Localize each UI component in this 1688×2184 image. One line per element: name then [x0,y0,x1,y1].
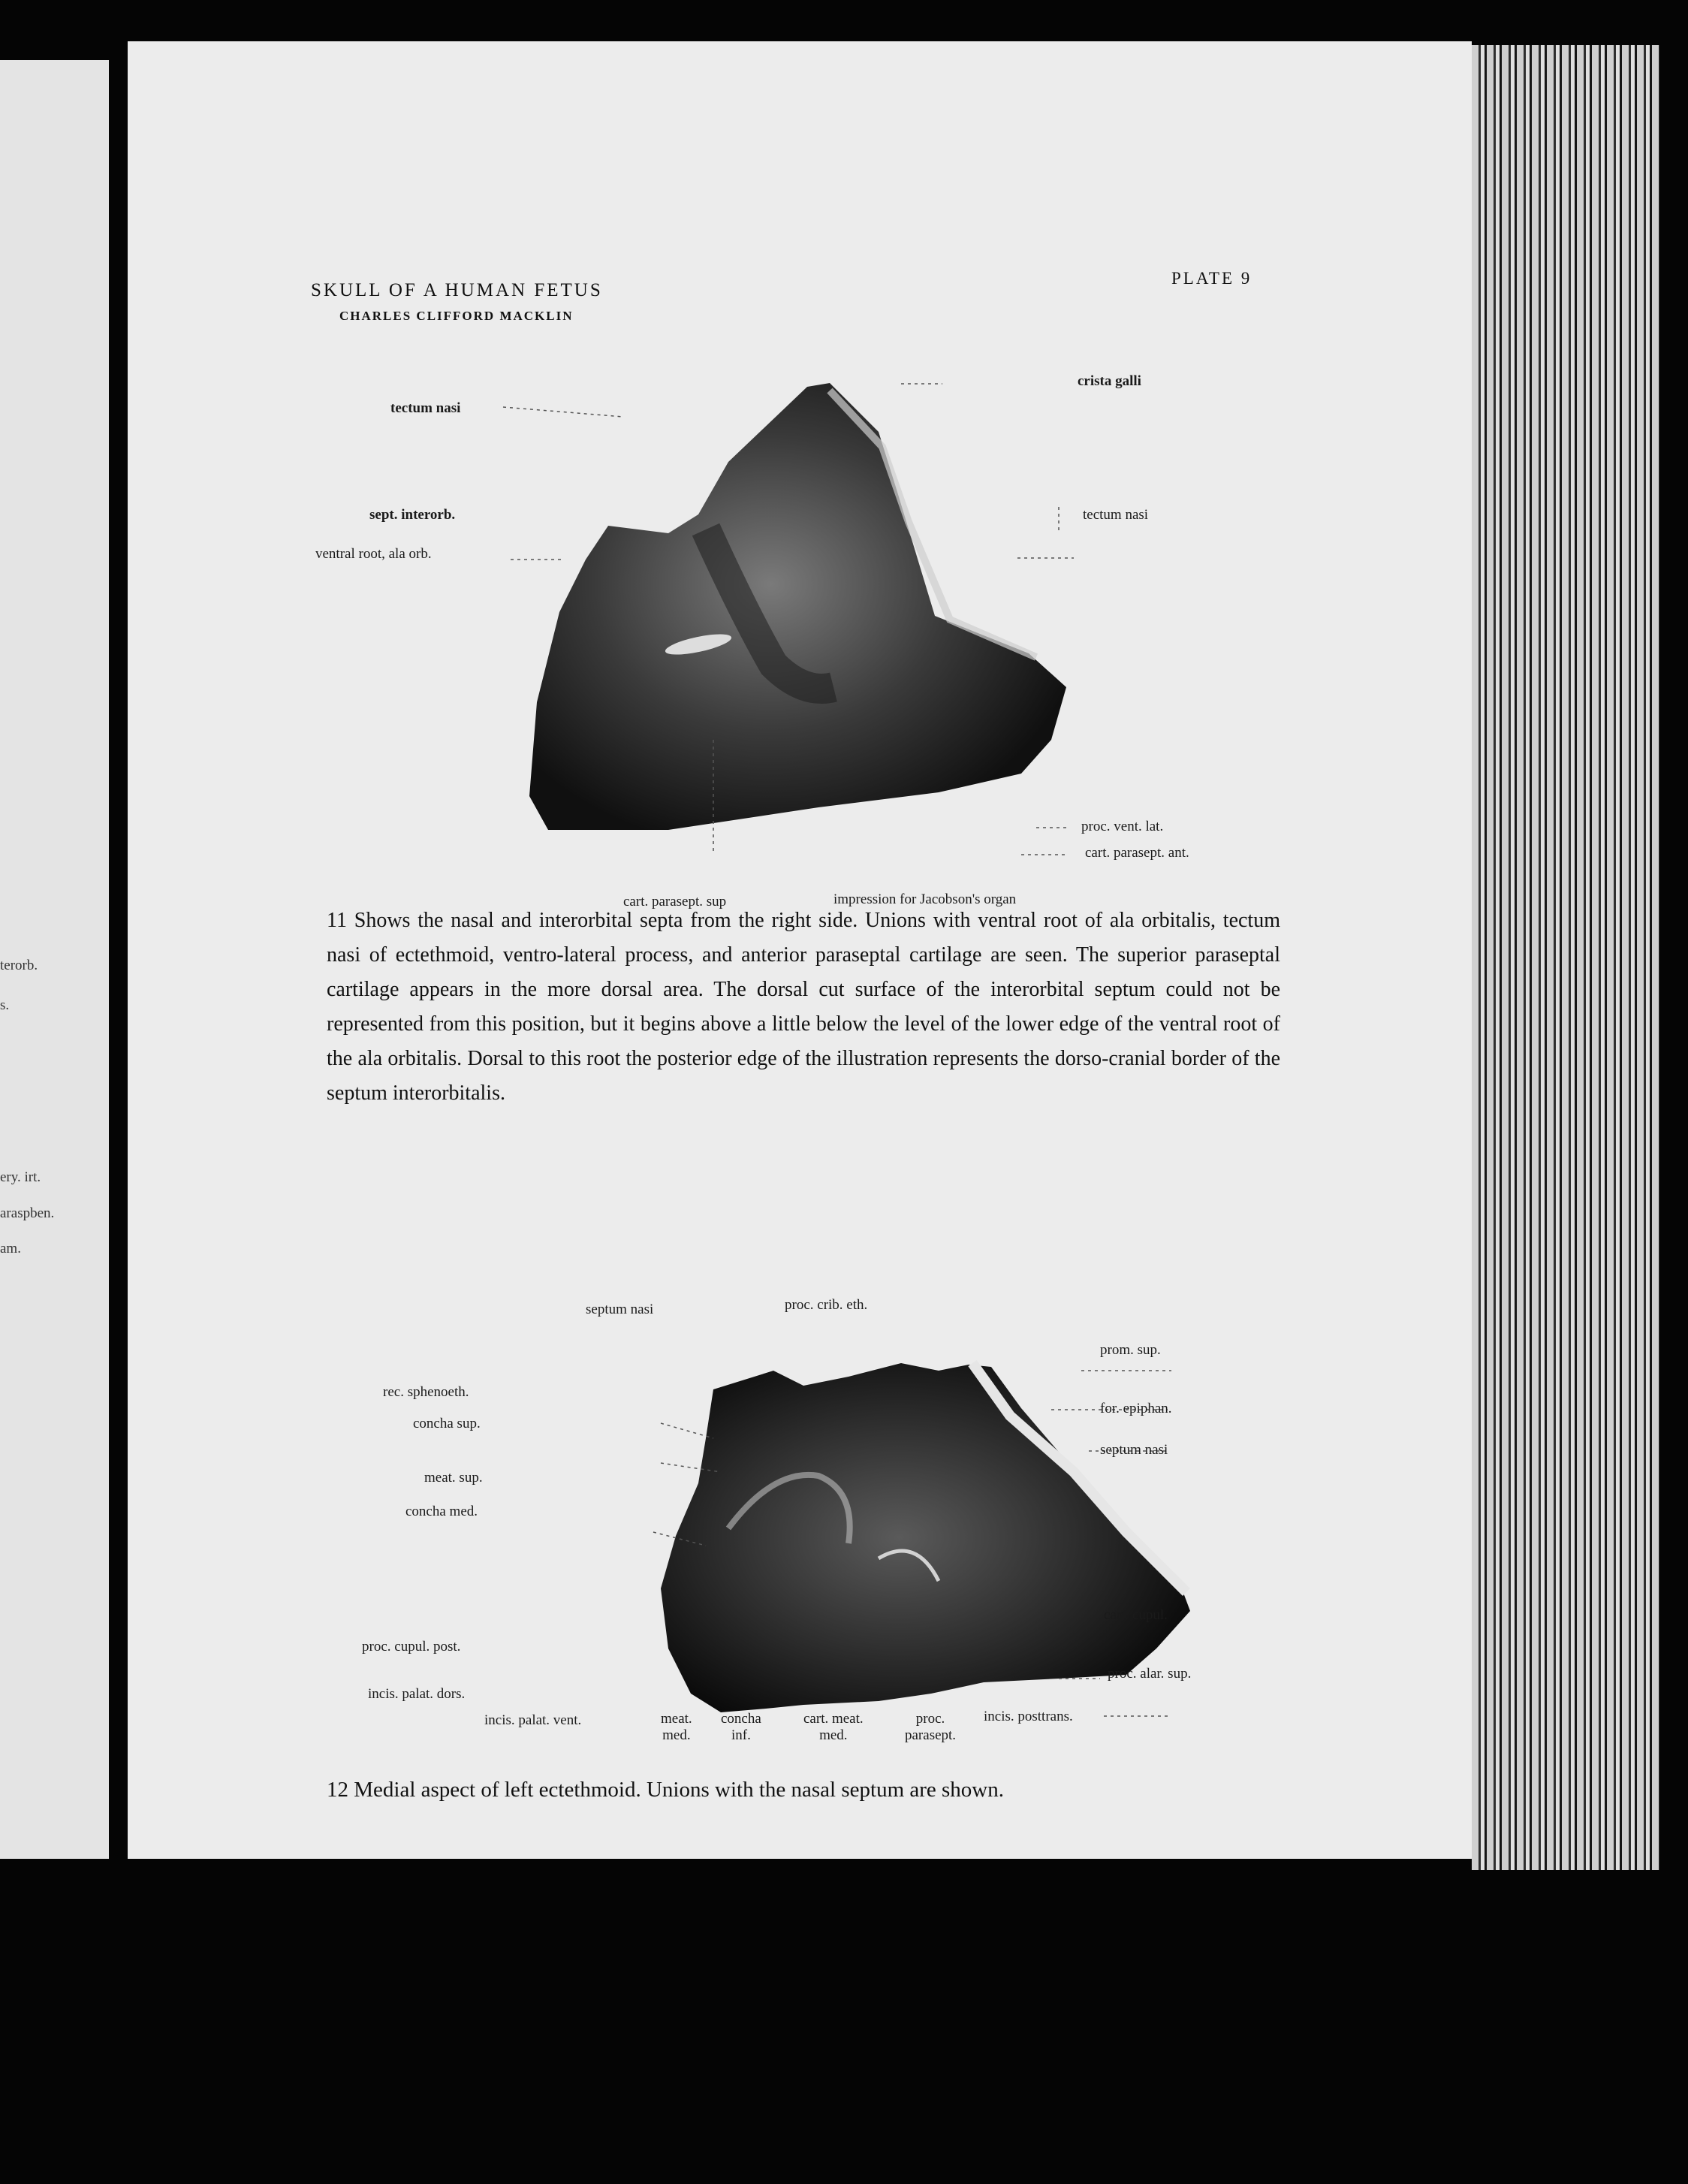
label-rec-sphenoeth: rec. sphenoeth. [383,1384,469,1400]
figure-12-illustration [128,41,1472,1859]
label-septum-nasi-top: septum nasi [586,1302,654,1317]
label-for-epiphan: for. epiphan. [1100,1401,1172,1416]
left-page-fragment: terorb. [0,958,38,973]
label-meat-med: meat. med. [661,1711,692,1743]
label-ventral-root: ventral root, ala orb. [315,546,432,562]
label-proc-parasept: proc. parasept. [905,1711,957,1743]
label-concha-inf: concha inf. [721,1711,761,1743]
label-proc-alar-sup: proc. alar. sup. [1108,1666,1192,1682]
label-cart-parasept-sup: cart. parasept. sup [623,894,727,909]
label-incis-palat-vent: incis. palat. vent. [484,1712,582,1728]
label-crista-galli: crista galli [1078,373,1141,389]
label-cart-cupul: cart. cupul. [1104,1607,1168,1623]
label-impression-jacobson: impression for Jacobson's organ [833,891,1017,907]
plate-author: CHARLES CLIFFORD MACKLIN [339,309,574,323]
label-prom-sup: prom. sup. [1100,1342,1161,1358]
label-cart-meat-med: cart. meat. med. [803,1711,864,1743]
label-tectum-nasi-left: tectum nasi [390,400,461,416]
left-page-fragment: ery. irt. [0,1169,41,1185]
label-incis-palat-dors: incis. palat. dors. [368,1686,466,1702]
label-septum-nasi-right: septum nasi [1100,1442,1168,1458]
plate-number: PLATE 9 [1171,269,1252,288]
label-meat-sup: meat. sup. [424,1470,483,1486]
left-page-fragment: am. [0,1241,21,1256]
figure-12-caption: 12 Medial aspect of left ectethmoid. Unions with the nasal septum are shown. [327,1778,1005,1802]
label-proc-cupul-post: proc. cupul. post. [362,1639,461,1655]
plate-page [128,41,1472,1859]
label-tectum-nasi-right: tectum nasi [1083,507,1149,523]
plate-title: SKULL OF A HUMAN FETUS [311,280,603,300]
left-page-edge [0,60,109,1859]
figure-11-caption: 11 Shows the nasal and interorbital septa from the right side. Unions with ventral root of ala orbitalis, tectum nasi of ectethmoid, ventro-lateral process, and anterior paraseptal cartilage are seen. The superior paraseptal cartilage appears in the more dorsal area. The dorsal cut surface of the interorbital septum could not be represented from this position, but it begins above a little below the level of the lower edge of the ventral root of the ala orbitalis. Dorsal to this root the posterior edge of the illustration represents the dorso-cranial border of the septum interorbitalis. [327,909,1280,1105]
label-incis-posttrans: incis. posttrans. [984,1709,1073,1724]
label-cart-parasept-ant: cart. parasept. ant. [1085,845,1189,861]
label-proc-crib-eth: proc. crib. eth. [785,1297,868,1313]
label-concha-sup: concha sup. [413,1416,481,1431]
left-page-fragment: s. [0,997,10,1013]
label-proc-vent-lat: proc. vent. lat. [1081,819,1164,834]
label-concha-med: concha med. [405,1504,478,1519]
book-page-edges [1472,45,1659,1870]
left-page-fragment: araspben. [0,1205,55,1221]
label-sept-interorb: sept. interorb. [369,507,456,523]
